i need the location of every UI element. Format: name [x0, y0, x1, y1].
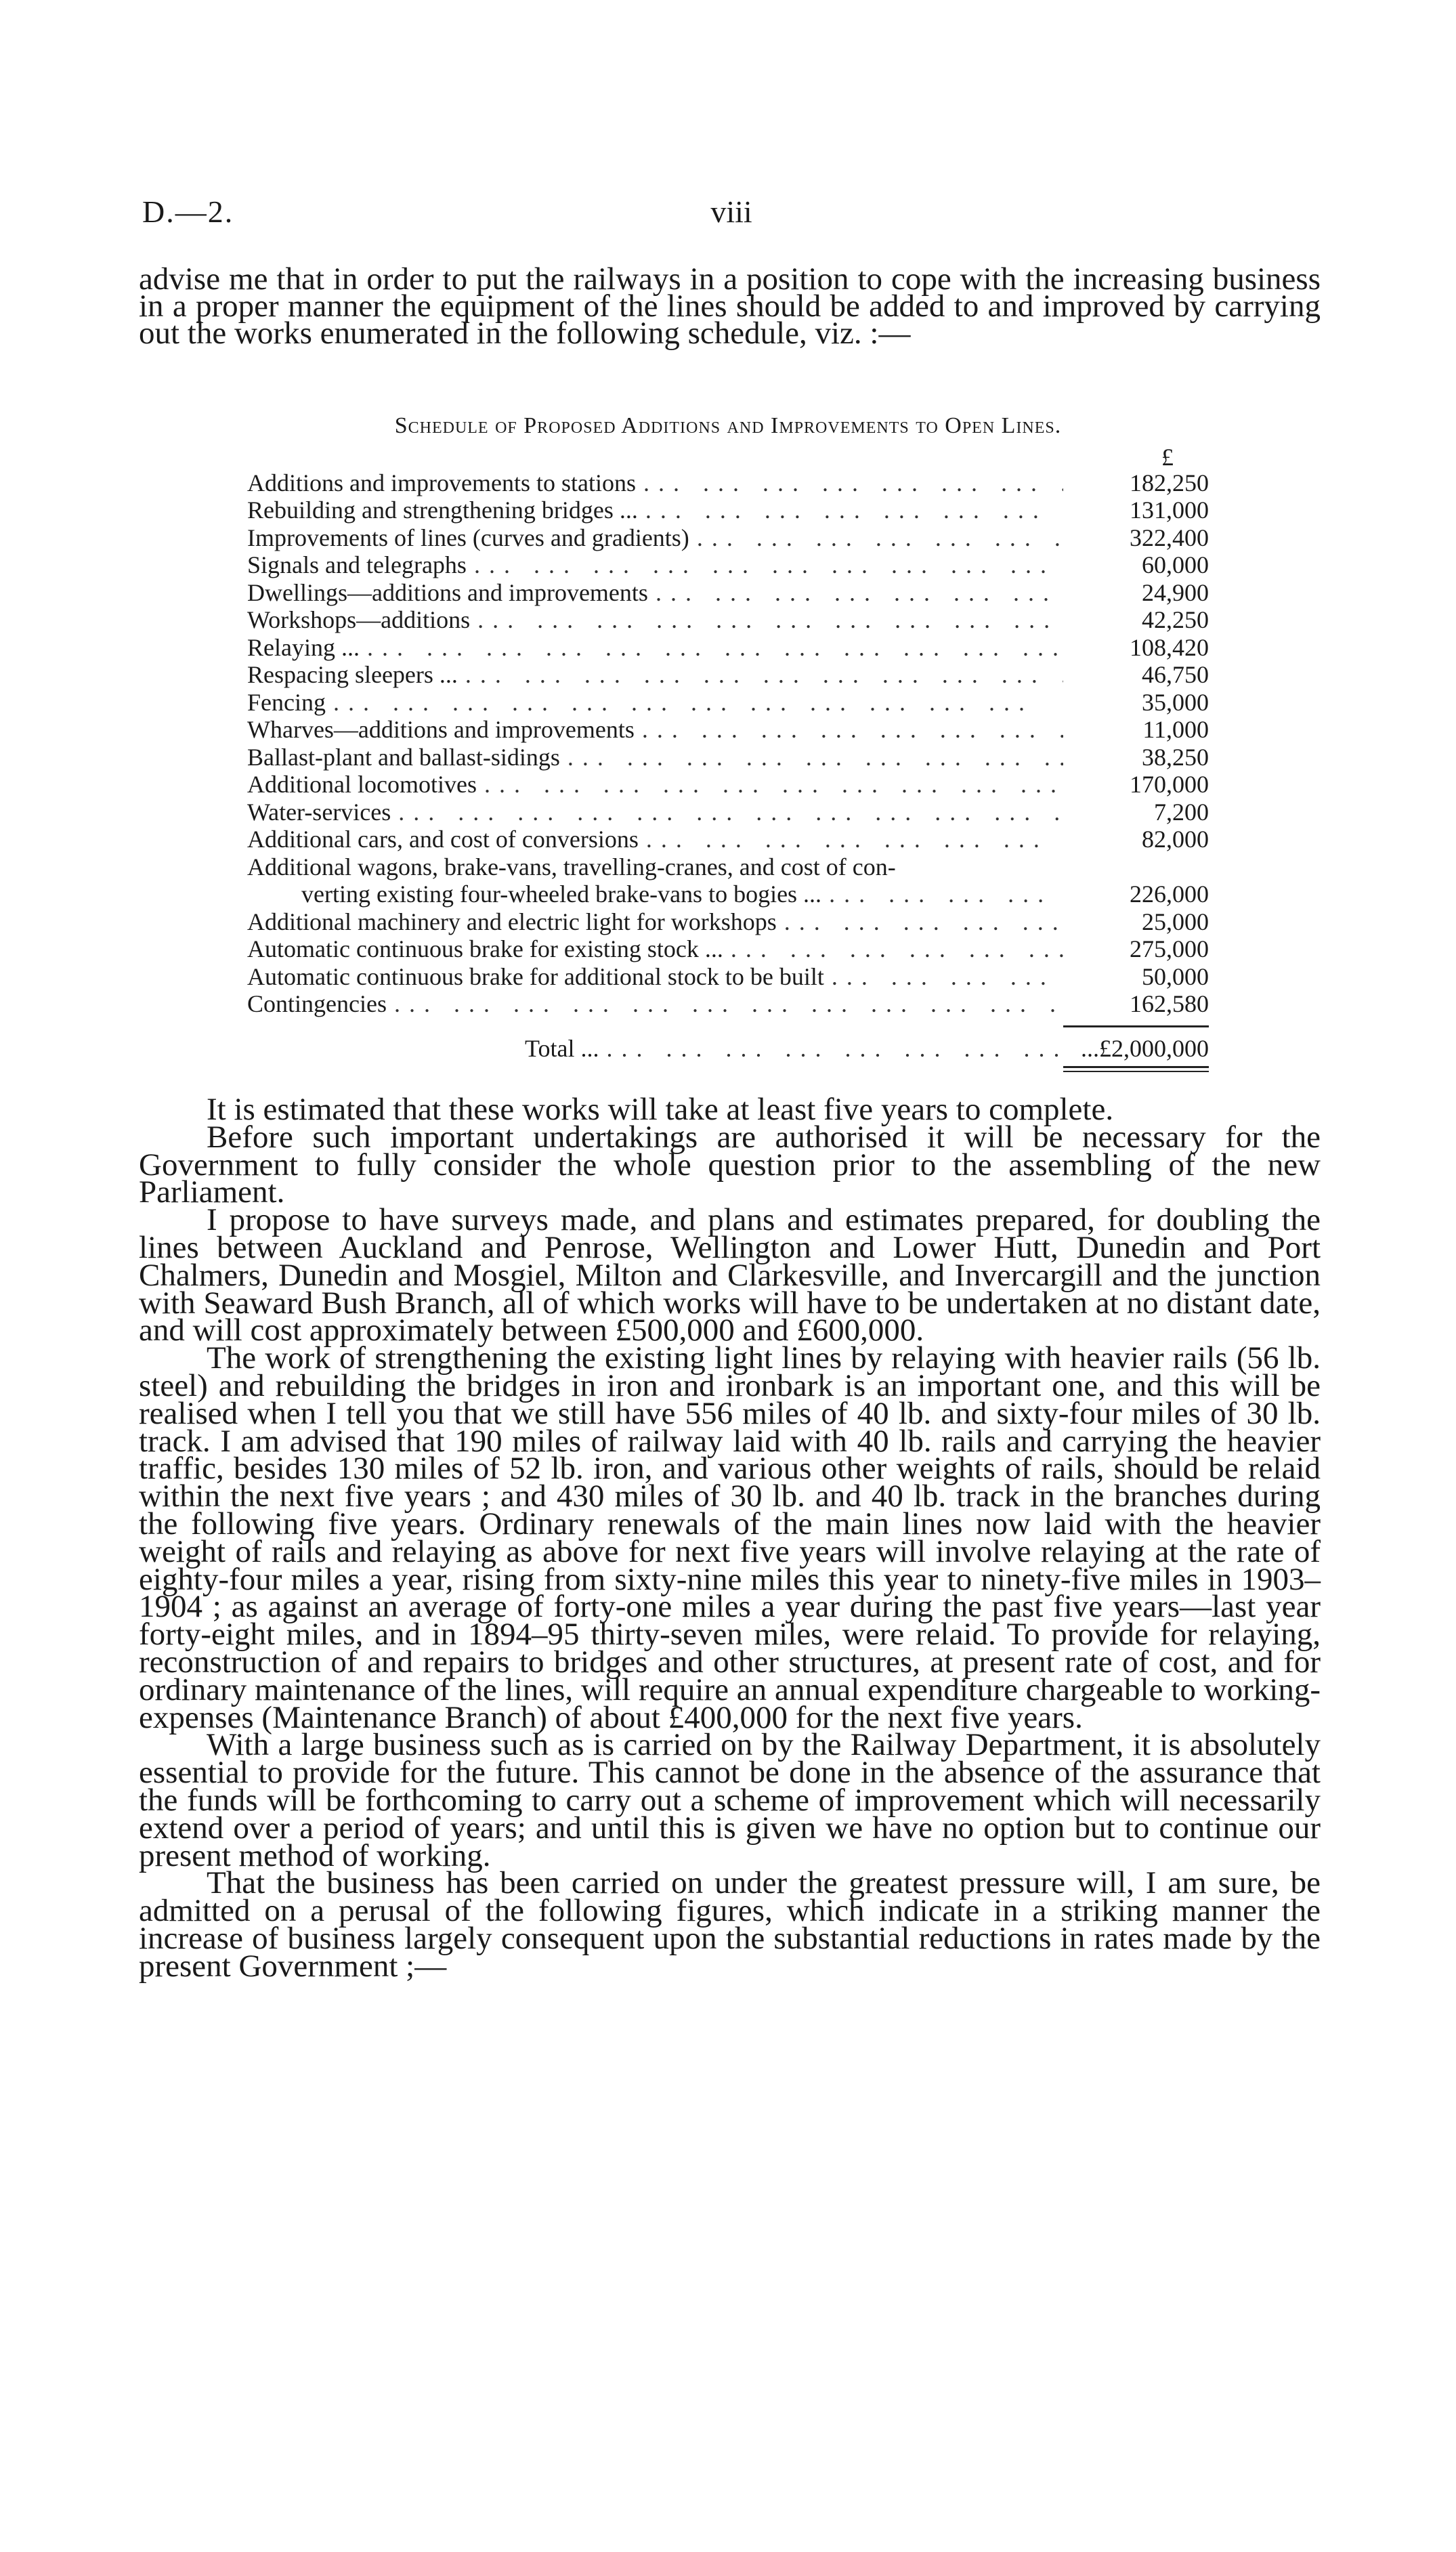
- schedule-item-label: Signals and telegraphs . . .: [247, 551, 1063, 578]
- paragraph: With a large business such as is carried on by the Railway Department, it is absolutely essential to provide for the future. This cannot be done in the absence of the assurance that the funds will be forthcoming to carry out a scheme of improvement which will necessarily extend over a period of years; and until this is given we have no option but to continue our present method of working.: [139, 1727, 1321, 1873]
- schedule-row: [247, 551, 1209, 579]
- schedule-item-amount: 170,000: [1130, 771, 1209, 798]
- total-row: [247, 1034, 1209, 1062]
- schedule-row: [247, 990, 1209, 1018]
- page-number: viii: [710, 194, 752, 229]
- schedule-item-label: Additional wagons, brake-vans, travelling-cranes, and cost of con-: [247, 853, 896, 880]
- total-rule: [1063, 1071, 1209, 1072]
- schedule-row: [247, 469, 1209, 496]
- paragraph: The work of strengthening the existing light lines by relaying with heavier rails (56 lb. steel) and rebuilding the bridges in iron and ironbark is an important one, and this will be realised when I tell you that we still have 556 miles of 40 lb. and sixty-four miles of 30 lb. track. I am advised that 190 miles of railway laid with 40 lb. rails and carrying the heavier traffic, besides 130 miles of 52 lb. iron, and various other weights of rails, should be relaid within the next five years ; and 430 miles of 30 lb. and 40 lb. track in the branches during the following five years. Ordinary renewals of the main lines now laid with the heavier weight of rails and relaying as above for next five years will involve relaying at the rate of eighty-four miles a year, rising from sixty-nine miles this year to ninety-five miles in 1903–1904 ; as against an average of forty-one miles a year during the past five years—last year forty-eight miles, and in 1894–95 thirty-seven miles, were relaid. To provide for relaying, reconstruction of and repairs to bridges and other structures, at present rate of cost, and for ordinary maintenance of the lines, will require an annual expenditure chargeable to working-expenses (Maintenance Branch) of about £400,000 for the next five years.: [139, 1340, 1321, 1735]
- schedule-row: [247, 496, 1209, 524]
- intro-text: advise me that in order to put the railways in a position to cope with the increasing business in a proper manner the equipment of the lines should be added to and improved by carrying out the works enumerated in the following schedule, viz. :—: [139, 261, 1321, 351]
- schedule-item-label: Respacing sleepers ... . . .: [247, 661, 1063, 688]
- schedule-item-amount: 322,400: [1130, 524, 1209, 551]
- schedule-item-amount: 24,900: [1142, 578, 1209, 606]
- schedule-item-amount: 275,000: [1130, 935, 1209, 962]
- schedule-item-label: Contingencies . . .: [247, 990, 1063, 1017]
- schedule-item-amount: 38,250: [1142, 743, 1209, 771]
- paragraph: I propose to have surveys made, and plans and estimates prepared, for doubling the lines between Auckland and Penrose, Wellington and Lower Hutt, Dunedin and Port Chalmers, Dunedin and Mosgiel, Milton and Clarkesville, and Invercargill and the junction with Seaward Bush Branch, all of which works will have to be undertaken at no distant date, and will cost approximately between £500,000 and £600,000.: [139, 1202, 1321, 1348]
- schedule-row: [247, 716, 1209, 744]
- schedule-row: [247, 578, 1209, 606]
- schedule-row: [247, 935, 1209, 963]
- total-label: Total ... . . .: [247, 1035, 1063, 1062]
- schedule-row: [247, 524, 1209, 551]
- schedule-row: [247, 606, 1209, 634]
- schedule-item-amount: 50,000: [1142, 962, 1209, 990]
- schedule-item-amount: 60,000: [1142, 551, 1209, 578]
- schedule-item-label: Rebuilding and strengthening bridges ... . . .: [247, 496, 1063, 524]
- schedule-row: [247, 633, 1209, 661]
- total-amount: ...£2,000,000: [1081, 1034, 1209, 1062]
- schedule-item-label: Ballast-plant and ballast-sidings . . .: [247, 744, 1063, 771]
- paragraph: That the business has been carried on under the greatest pressure will, I am sure, be admitted on a perusal of the following figures, which indicate in a striking manner the increase of business largely consequent upon the substantial reductions in rates made by the present Government ;—: [139, 1865, 1321, 1984]
- schedule-item-amount: 162,580: [1130, 990, 1209, 1017]
- schedule-item-amount: 25,000: [1142, 908, 1209, 935]
- schedule-item-label: Additions and improvements to stations . . .: [247, 469, 1063, 496]
- schedule-item-amount: 131,000: [1130, 496, 1209, 524]
- schedule-row: [247, 798, 1209, 826]
- schedule-row: [247, 771, 1209, 799]
- paragraph: It is estimated that these works will take at least five years to complete.: [207, 1092, 1114, 1127]
- schedule-item-amount: 82,000: [1142, 826, 1209, 853]
- schedule-item-label: Automatic continuous brake for existing stock ... . . .: [247, 935, 1063, 962]
- schedule-row: [247, 853, 1209, 880]
- schedule-item-label: Improvements of lines (curves and gradients) . . .: [247, 524, 1063, 551]
- schedule-row: [247, 880, 1209, 908]
- page-header: [142, 194, 1321, 234]
- schedule-table: [247, 446, 1209, 1072]
- schedule-item-label: Water-services . . .: [247, 799, 1063, 826]
- schedule-item-label: Relaying ... . . .: [247, 634, 1063, 661]
- sum-rule: [1063, 1025, 1209, 1027]
- schedule-item-amount: 7,200: [1154, 798, 1209, 826]
- schedule-item-amount: 46,750: [1142, 661, 1209, 688]
- schedule-item-amount: 182,250: [1130, 469, 1209, 496]
- schedule-item-amount: 11,000: [1142, 716, 1209, 743]
- schedule-item-label: verting existing four-wheeled brake-vans to bogies ... . . .: [301, 880, 1063, 908]
- paragraph: Before such important undertakings are authorised it will be necessary for the Government to fully consider the whole question prior to the assembling of the new Parliament.: [139, 1119, 1321, 1210]
- schedule-item-amount: 226,000: [1130, 880, 1209, 908]
- schedule-item-label: Dwellings—additions and improvements . . .: [247, 579, 1063, 606]
- schedule-item-amount: 35,000: [1142, 688, 1209, 716]
- schedule-row: [247, 908, 1209, 935]
- schedule-item-label: Additional cars, and cost of conversions . . .: [247, 826, 1063, 853]
- schedule-item-label: Wharves—additions and improvements . . .: [247, 716, 1063, 743]
- total-rule: [1063, 1066, 1209, 1068]
- schedule-item-label: Additional machinery and electric light for workshops . . .: [247, 908, 1063, 935]
- schedule-row: [247, 688, 1209, 716]
- schedule-item-label: Fencing . . .: [247, 689, 1063, 716]
- schedule-row: [247, 661, 1209, 689]
- schedule-item-label: Workshops—additions . . .: [247, 606, 1063, 633]
- schedule-row: [247, 743, 1209, 771]
- intro-paragraph: [139, 261, 1321, 351]
- schedule-row: [247, 962, 1209, 990]
- schedule-row: [247, 826, 1209, 853]
- document-reference: D.—2.: [142, 194, 234, 229]
- currency-header: £: [1161, 444, 1174, 471]
- schedule-item-label: Automatic continuous brake for additional stock to be built . . .: [247, 963, 1063, 990]
- schedule-item-amount: 108,420: [1130, 633, 1209, 661]
- schedule-item-amount: 42,250: [1142, 606, 1209, 633]
- schedule-item-label: Additional locomotives . . .: [247, 771, 1063, 798]
- schedule-title: Schedule of Proposed Additions and Improvements to Open Lines.: [394, 413, 1062, 438]
- body-text: [139, 1092, 1321, 1984]
